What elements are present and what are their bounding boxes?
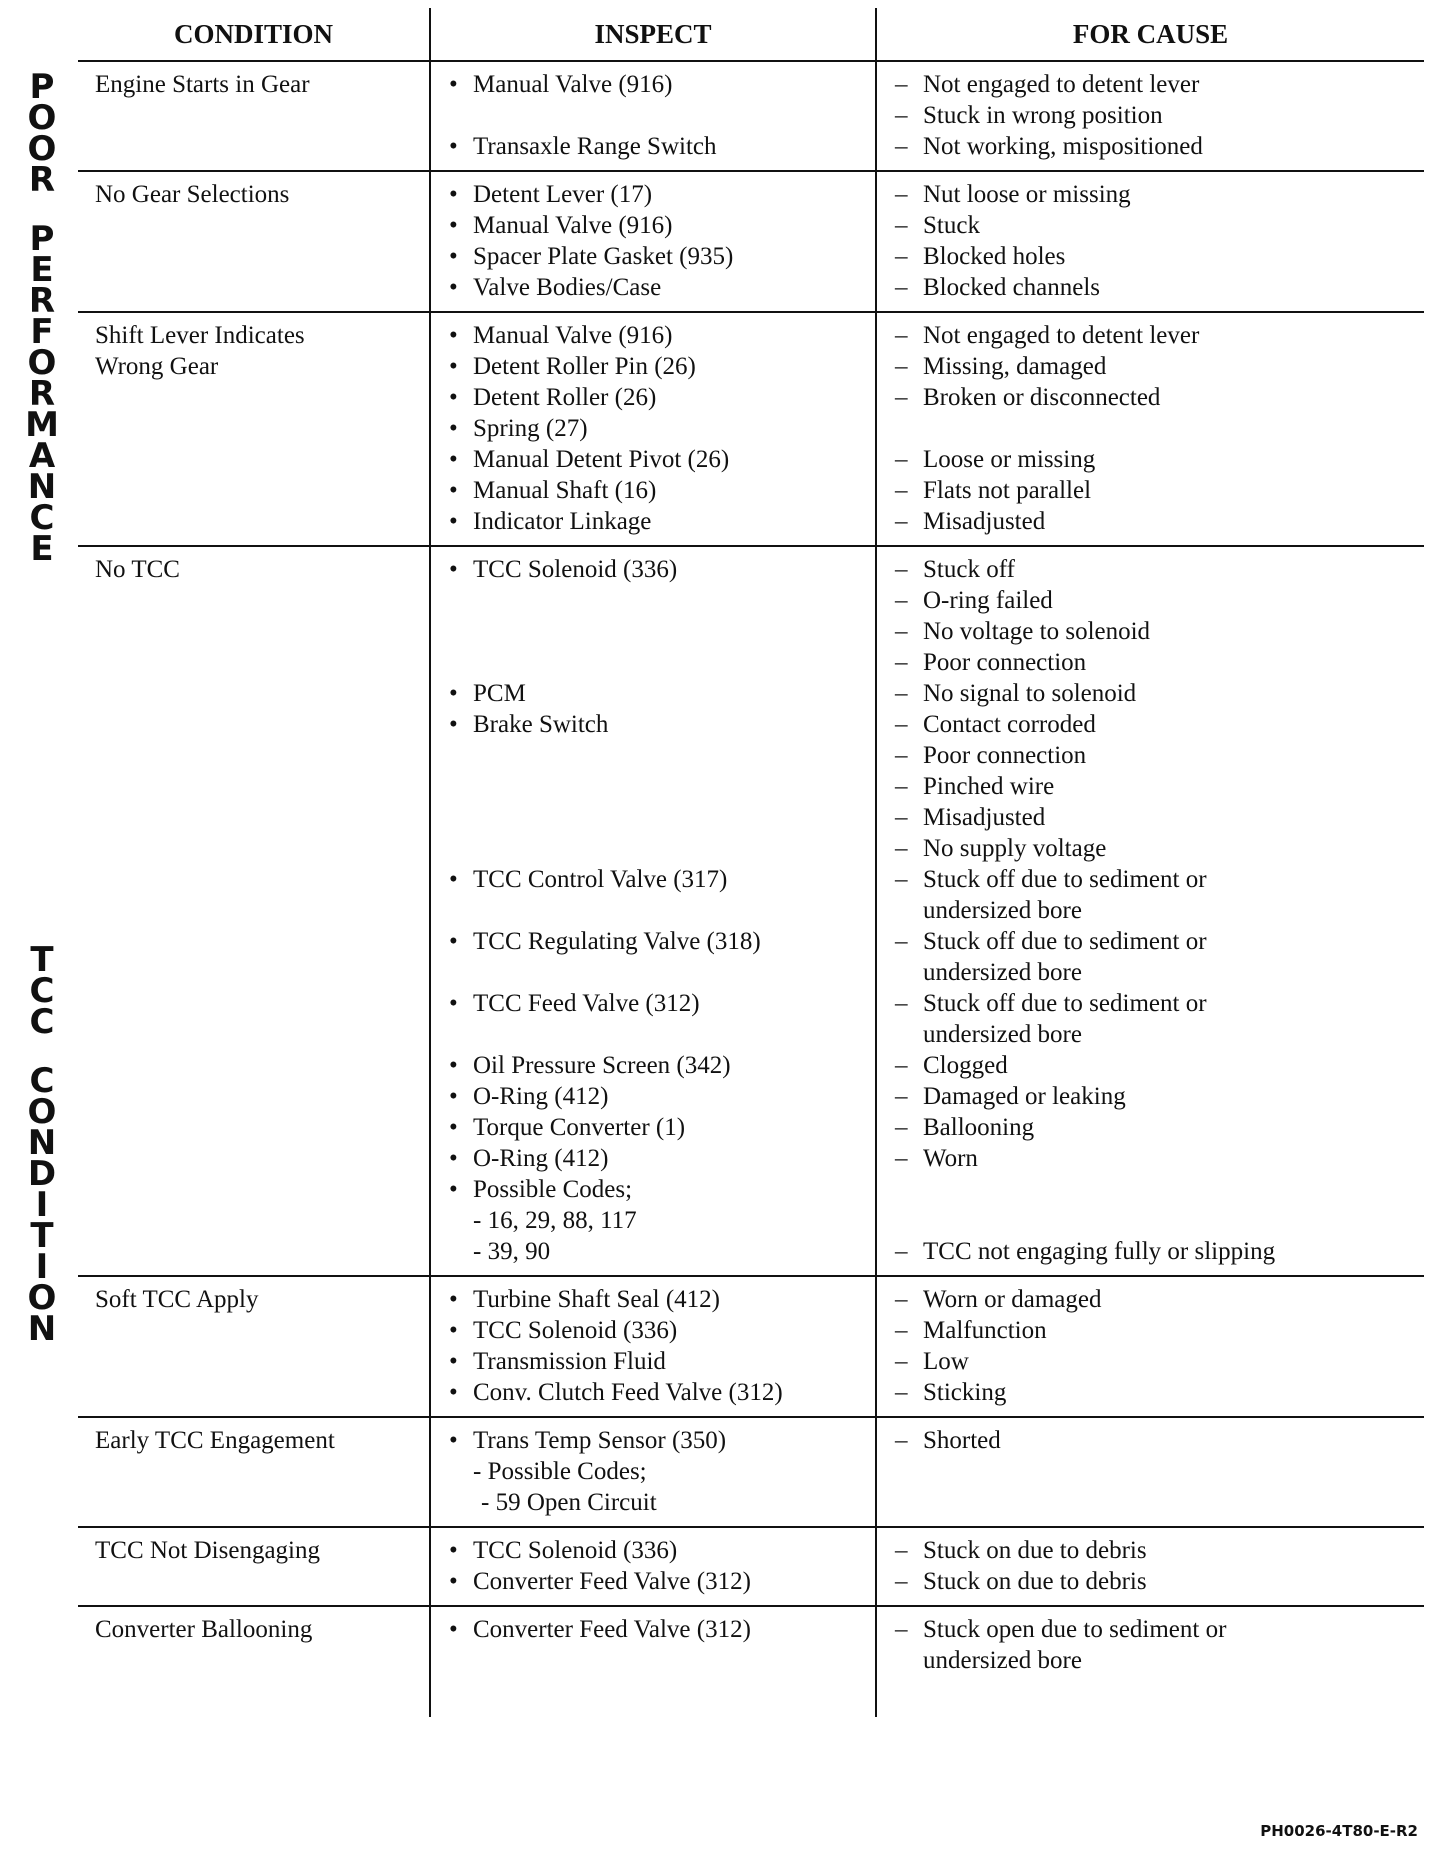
condition-cell bbox=[78, 1607, 429, 1717]
cause-item: – Malfunction bbox=[895, 1315, 1424, 1346]
inspect-item: • TCC Feed Valve (312) bbox=[449, 988, 875, 1019]
inspect-item: - 59 Open Circuit bbox=[481, 1489, 657, 1516]
inspect-item: • Manual Valve (916) bbox=[449, 69, 875, 100]
side-letter: O bbox=[27, 343, 57, 383]
cause-item: – Ballooning bbox=[895, 1112, 1424, 1143]
side-letter: O bbox=[27, 98, 57, 138]
inspect-item bbox=[449, 895, 875, 926]
inspect-cell bbox=[429, 313, 875, 545]
inspect-item: • O-Ring (412) bbox=[449, 1143, 875, 1174]
inspect-item: • Manual Valve (916) bbox=[449, 210, 875, 241]
condition-cell bbox=[78, 62, 429, 170]
inspect-item: • TCC Solenoid (336) bbox=[449, 554, 875, 585]
cause-item: – Poor connection bbox=[895, 740, 1424, 771]
inspect-item: • O-Ring (412) bbox=[449, 1081, 875, 1112]
side-letter: C bbox=[29, 971, 55, 1011]
side-letter: C bbox=[29, 498, 55, 538]
condition-text: Engine Starts in Gear bbox=[95, 71, 310, 98]
condition-text: Shift Lever Indicates bbox=[95, 322, 305, 349]
side-letter: T bbox=[30, 1216, 54, 1256]
side-letter: R bbox=[28, 374, 56, 414]
inspect-item: • Manual Detent Pivot (26) bbox=[449, 444, 875, 475]
cause-item: – TCC not engaging fully or slipping bbox=[895, 1236, 1424, 1267]
inspect-item bbox=[449, 585, 875, 616]
cause-item: – Worn or damaged bbox=[895, 1284, 1424, 1315]
cause-item: – Damaged or leaking bbox=[895, 1081, 1424, 1112]
inspect-item: • Indicator Linkage bbox=[449, 506, 875, 537]
cause-item: – Misadjusted bbox=[895, 506, 1424, 537]
side-letter: I bbox=[35, 1247, 49, 1287]
table-row bbox=[78, 62, 1424, 172]
inspect-item bbox=[449, 616, 875, 647]
cause-item: – Not engaged to detent lever bbox=[895, 320, 1424, 351]
cause-cell bbox=[875, 1418, 1424, 1526]
condition-text: Soft TCC Apply bbox=[95, 1286, 259, 1313]
cause-item bbox=[895, 1174, 1424, 1205]
diagnosis-table bbox=[78, 8, 1424, 1717]
side-letter: F bbox=[30, 312, 54, 352]
inspect-item: • Possible Codes; bbox=[449, 1174, 875, 1205]
inspect-cell bbox=[429, 62, 875, 170]
cause-item: – Stuck open due to sediment or bbox=[895, 1614, 1424, 1645]
side-letter: P bbox=[29, 67, 55, 107]
inspect-item: • Detent Lever (17) bbox=[449, 179, 875, 210]
inspect-item bbox=[449, 771, 875, 802]
cause-item: – Shorted bbox=[895, 1425, 1424, 1456]
inspect-cell bbox=[429, 1277, 875, 1416]
condition-text: Early TCC Engagement bbox=[95, 1427, 335, 1454]
side-letter: A bbox=[28, 436, 56, 476]
inspect-item: • Transaxle Range Switch bbox=[449, 131, 875, 162]
cause-item: – Flats not parallel bbox=[895, 475, 1424, 506]
cause-item: – Stuck on due to debris bbox=[895, 1535, 1424, 1566]
cause-cell bbox=[875, 313, 1424, 545]
side-label-poor-performance bbox=[22, 67, 62, 569]
inspect-cell bbox=[429, 172, 875, 311]
inspect-item: • Spacer Plate Gasket (935) bbox=[449, 241, 875, 272]
cause-item: – Stuck bbox=[895, 210, 1424, 241]
cause-item: – Sticking bbox=[895, 1377, 1424, 1408]
inspect-item: - 16, 29, 88, 117 bbox=[473, 1207, 637, 1234]
inspect-item: • Detent Roller (26) bbox=[449, 382, 875, 413]
inspect-cell bbox=[429, 1528, 875, 1605]
side-letter: C bbox=[29, 1061, 55, 1101]
cause-item: – Not working, mispositioned bbox=[895, 131, 1424, 162]
side-letter: P bbox=[29, 219, 55, 259]
inspect-item bbox=[449, 802, 875, 833]
inspect-item: • Converter Feed Valve (312) bbox=[449, 1566, 875, 1597]
inspect-item: • Brake Switch bbox=[449, 709, 875, 740]
cause-item: – Misadjusted bbox=[895, 802, 1424, 833]
inspect-item: • Manual Shaft (16) bbox=[449, 475, 875, 506]
cause-item: – Stuck off due to sediment or bbox=[895, 926, 1424, 957]
cause-cell bbox=[875, 172, 1424, 311]
cause-item: – Contact corroded bbox=[895, 709, 1424, 740]
cause-cell bbox=[875, 547, 1424, 1275]
inspect-item: • Trans Temp Sensor (350) bbox=[449, 1425, 875, 1456]
header-condition: CONDITION bbox=[173, 18, 334, 49]
inspect-cell bbox=[429, 1418, 875, 1526]
cause-item bbox=[895, 1205, 1424, 1236]
side-letter: N bbox=[27, 467, 57, 507]
table-row bbox=[78, 1277, 1424, 1418]
inspect-item: • TCC Solenoid (336) bbox=[449, 1535, 875, 1566]
inspect-item: • TCC Solenoid (336) bbox=[449, 1315, 875, 1346]
side-letter: T bbox=[30, 940, 54, 980]
condition-text: No Gear Selections bbox=[95, 181, 290, 208]
inspect-item: • Turbine Shaft Seal (412) bbox=[449, 1284, 875, 1315]
cause-item: – Loose or missing bbox=[895, 444, 1424, 475]
cause-item bbox=[895, 413, 1424, 444]
cause-item: – No supply voltage bbox=[895, 833, 1424, 864]
side-letter: R bbox=[28, 160, 56, 200]
cause-cell bbox=[875, 1528, 1424, 1605]
header-inspect: INSPECT bbox=[429, 8, 875, 60]
side-letter: N bbox=[27, 1309, 57, 1349]
cause-cell bbox=[875, 1277, 1424, 1416]
side-letter: E bbox=[30, 529, 54, 569]
inspect-item: • Transmission Fluid bbox=[449, 1346, 875, 1377]
inspect-item: • TCC Control Valve (317) bbox=[449, 864, 875, 895]
cause-item: – Stuck off due to sediment or bbox=[895, 988, 1424, 1019]
inspect-item: • Converter Feed Valve (312) bbox=[449, 1614, 875, 1645]
inspect-cell bbox=[429, 547, 875, 1275]
table-body bbox=[78, 62, 1424, 1717]
side-letter: C bbox=[29, 1002, 55, 1042]
cause-item: – Stuck on due to debris bbox=[895, 1566, 1424, 1597]
cause-item: undersized bore bbox=[923, 1647, 1082, 1674]
table-row bbox=[78, 313, 1424, 547]
cause-item: – O-ring failed bbox=[895, 585, 1424, 616]
cause-item: – Clogged bbox=[895, 1050, 1424, 1081]
inspect-cell bbox=[429, 1607, 875, 1717]
inspect-item: • Manual Valve (916) bbox=[449, 320, 875, 351]
inspect-item bbox=[449, 1645, 875, 1676]
table-row bbox=[78, 172, 1424, 313]
inspect-item: • Detent Roller Pin (26) bbox=[449, 351, 875, 382]
inspect-item bbox=[449, 100, 875, 131]
side-letter: E bbox=[30, 250, 54, 290]
table-row bbox=[78, 1607, 1424, 1717]
cause-item: – Blocked channels bbox=[895, 272, 1424, 303]
cause-item: – Poor connection bbox=[895, 647, 1424, 678]
inspect-item: • Torque Converter (1) bbox=[449, 1112, 875, 1143]
side-letter: O bbox=[27, 1092, 57, 1132]
cause-item: – Not engaged to detent lever bbox=[895, 69, 1424, 100]
inspect-item: • Valve Bodies/Case bbox=[449, 272, 875, 303]
cause-cell bbox=[875, 62, 1424, 170]
cause-item: – Stuck off due to sediment or bbox=[895, 864, 1424, 895]
inspect-item: • TCC Regulating Valve (318) bbox=[449, 926, 875, 957]
cause-cell bbox=[875, 1607, 1424, 1717]
cause-item: – Blocked holes bbox=[895, 241, 1424, 272]
condition-cell bbox=[78, 313, 429, 545]
side-label-tcc-condition bbox=[22, 940, 62, 1349]
side-letter: M bbox=[25, 405, 59, 445]
condition-cell bbox=[78, 1418, 429, 1526]
cause-item: undersized bore bbox=[923, 959, 1082, 986]
cause-item: – Missing, damaged bbox=[895, 351, 1424, 382]
inspect-item: • Oil Pressure Screen (342) bbox=[449, 1050, 875, 1081]
condition-text: No TCC bbox=[95, 556, 180, 583]
inspect-item bbox=[449, 647, 875, 678]
condition-text: Wrong Gear bbox=[95, 353, 219, 380]
side-letter: O bbox=[27, 129, 57, 169]
inspect-item bbox=[449, 740, 875, 771]
inspect-item bbox=[449, 957, 875, 988]
condition-cell bbox=[78, 172, 429, 311]
cause-item: – No signal to solenoid bbox=[895, 678, 1424, 709]
side-letter: N bbox=[27, 1123, 57, 1163]
cause-item: – Low bbox=[895, 1346, 1424, 1377]
inspect-item bbox=[449, 1019, 875, 1050]
table-row bbox=[78, 1528, 1424, 1607]
inspect-item: • Spring (27) bbox=[449, 413, 875, 444]
cause-item: – Worn bbox=[895, 1143, 1424, 1174]
side-letter: I bbox=[35, 1185, 49, 1225]
inspect-item bbox=[449, 833, 875, 864]
cause-item: undersized bore bbox=[923, 1021, 1082, 1048]
table-header bbox=[78, 8, 1424, 62]
condition-text: TCC Not Disengaging bbox=[95, 1537, 320, 1564]
table-row bbox=[78, 547, 1424, 1277]
cause-item: – Pinched wire bbox=[895, 771, 1424, 802]
side-letter: R bbox=[28, 281, 56, 321]
cause-item: undersized bore bbox=[923, 897, 1082, 924]
inspect-item: - Possible Codes; bbox=[473, 1458, 647, 1485]
cause-item: – Nut loose or missing bbox=[895, 179, 1424, 210]
header-for-cause: FOR CAUSE bbox=[875, 8, 1424, 60]
figure-code: PH0026-4T80-E-R2 bbox=[1260, 1822, 1418, 1840]
inspect-item: • Conv. Clutch Feed Valve (312) bbox=[449, 1377, 875, 1408]
cause-item: – Broken or disconnected bbox=[895, 382, 1424, 413]
condition-cell bbox=[78, 547, 429, 1275]
side-letter: D bbox=[27, 1154, 57, 1194]
cause-item: – No voltage to solenoid bbox=[895, 616, 1424, 647]
cause-item: – Stuck in wrong position bbox=[895, 100, 1424, 131]
inspect-item: - 39, 90 bbox=[473, 1238, 551, 1265]
table-row bbox=[78, 1418, 1424, 1528]
side-letter: O bbox=[27, 1278, 57, 1318]
condition-cell bbox=[78, 1277, 429, 1416]
condition-cell bbox=[78, 1528, 429, 1605]
condition-text: Converter Ballooning bbox=[95, 1616, 313, 1643]
cause-item: – Stuck off bbox=[895, 554, 1424, 585]
inspect-item: • PCM bbox=[449, 678, 875, 709]
